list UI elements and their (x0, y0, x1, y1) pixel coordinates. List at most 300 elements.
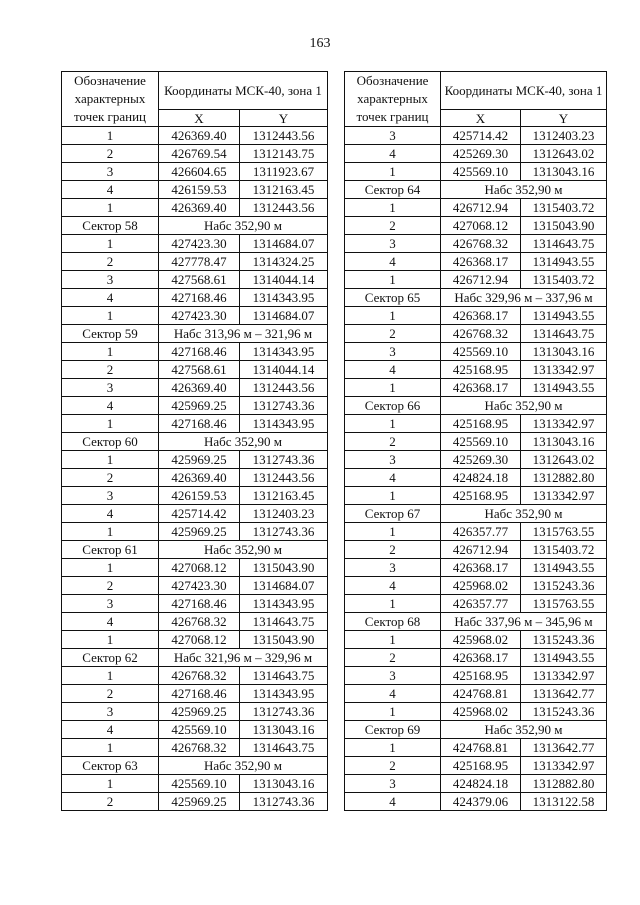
sector-label: Сектор 58 (62, 217, 159, 235)
sector-row (62, 757, 328, 775)
sector-azimuth: Набс 352,90 м (441, 181, 607, 199)
table-row (345, 127, 607, 145)
coord-y: 1313342.97 (521, 487, 607, 505)
coord-y: 1312743.36 (240, 451, 328, 469)
sector-row (62, 325, 328, 343)
table-row (345, 163, 607, 181)
coord-y: 1312743.36 (240, 523, 328, 541)
point-number: 1 (62, 775, 159, 793)
coord-y: 1312882.80 (521, 469, 607, 487)
coord-x: 426768.32 (441, 235, 521, 253)
coord-y: 1314324.25 (240, 253, 328, 271)
coord-x: 425714.42 (159, 505, 240, 523)
point-number: 1 (345, 199, 441, 217)
table-row (345, 379, 607, 397)
coord-x: 425569.10 (441, 163, 521, 181)
point-number: 4 (62, 721, 159, 739)
coord-y: 1315403.72 (521, 271, 607, 289)
table-row (345, 145, 607, 163)
point-number: 3 (345, 127, 441, 145)
coord-x: 426768.32 (159, 613, 240, 631)
sector-azimuth: Набс 313,96 м – 321,96 м (159, 325, 328, 343)
coord-y: 1313043.16 (521, 343, 607, 361)
coord-y: 1312882.80 (521, 775, 607, 793)
table-row (345, 307, 607, 325)
point-number: 2 (62, 145, 159, 163)
table-row (345, 487, 607, 505)
header-point-designation: Обозначение характерных точек границ (62, 72, 159, 127)
coord-y: 1312443.56 (240, 127, 328, 145)
point-number: 2 (62, 469, 159, 487)
point-number: 1 (345, 271, 441, 289)
coord-y: 1313043.16 (521, 433, 607, 451)
sector-azimuth: Набс 329,96 м – 337,96 м (441, 289, 607, 307)
coord-y: 1315403.72 (521, 541, 607, 559)
coord-y: 1314943.55 (521, 253, 607, 271)
coord-x: 425969.25 (159, 523, 240, 541)
sector-label: Сектор 59 (62, 325, 159, 343)
coord-x: 424379.06 (441, 793, 521, 811)
point-number: 2 (345, 649, 441, 667)
table-row (62, 487, 328, 505)
table-row (62, 361, 328, 379)
coord-y: 1314343.95 (240, 415, 328, 433)
coord-x: 427168.46 (159, 289, 240, 307)
sector-azimuth: Набс 352,90 м (441, 721, 607, 739)
table-row (345, 667, 607, 685)
sector-azimuth: Набс 352,90 м (159, 217, 328, 235)
coord-x: 425969.25 (159, 397, 240, 415)
coord-y: 1315403.72 (521, 199, 607, 217)
sector-label: Сектор 68 (345, 613, 441, 631)
coord-y: 1312443.56 (240, 199, 328, 217)
table-row (345, 361, 607, 379)
table-row (62, 127, 328, 145)
coord-y: 1313342.97 (521, 361, 607, 379)
point-number: 2 (62, 361, 159, 379)
sector-row (62, 217, 328, 235)
sector-azimuth: Набс 352,90 м (159, 433, 328, 451)
table-row (62, 307, 328, 325)
sector-row (345, 181, 607, 199)
coord-x: 426369.40 (159, 469, 240, 487)
table-row (345, 739, 607, 757)
header-coordinates-title: Координаты МСК-40, зона 1 (441, 72, 607, 110)
table-row (62, 397, 328, 415)
table-row (345, 253, 607, 271)
coord-x: 425969.25 (159, 703, 240, 721)
coord-x: 427568.61 (159, 361, 240, 379)
coord-x: 426768.32 (159, 739, 240, 757)
coordinates-table-right (344, 71, 607, 811)
table-row (62, 145, 328, 163)
sector-label: Сектор 67 (345, 505, 441, 523)
table-row (345, 325, 607, 343)
coord-y: 1312443.56 (240, 469, 328, 487)
coord-y: 1312443.56 (240, 379, 328, 397)
coord-y: 1314943.55 (521, 307, 607, 325)
coord-x: 426768.32 (441, 325, 521, 343)
point-number: 1 (345, 163, 441, 181)
coord-x: 424768.81 (441, 685, 521, 703)
point-number: 4 (345, 361, 441, 379)
coord-x: 427423.30 (159, 577, 240, 595)
header-y: Y (240, 110, 328, 127)
point-number: 3 (345, 667, 441, 685)
table-row (62, 199, 328, 217)
table-row (345, 433, 607, 451)
table-row (345, 415, 607, 433)
table-row (62, 685, 328, 703)
point-number: 1 (62, 667, 159, 685)
coordinates-table-left (61, 71, 328, 811)
coord-y: 1312143.75 (240, 145, 328, 163)
sector-azimuth: Набс 352,90 м (159, 757, 328, 775)
sector-label: Сектор 60 (62, 433, 159, 451)
point-number: 2 (62, 577, 159, 595)
point-number: 3 (62, 379, 159, 397)
sector-row (62, 649, 328, 667)
point-number: 2 (345, 217, 441, 235)
coord-x: 426357.77 (441, 595, 521, 613)
table-row (62, 775, 328, 793)
point-number: 3 (345, 343, 441, 361)
table-row (345, 451, 607, 469)
table-row (345, 631, 607, 649)
coord-x: 427168.46 (159, 415, 240, 433)
coord-x: 427168.46 (159, 343, 240, 361)
coord-y: 1314943.55 (521, 379, 607, 397)
coord-x: 426712.94 (441, 541, 521, 559)
coord-y: 1314643.75 (240, 613, 328, 631)
sector-label: Сектор 61 (62, 541, 159, 559)
coord-y: 1314044.14 (240, 361, 328, 379)
table-row (62, 415, 328, 433)
coord-x: 427068.12 (159, 631, 240, 649)
point-number: 1 (62, 199, 159, 217)
point-number: 1 (62, 631, 159, 649)
coord-x: 427568.61 (159, 271, 240, 289)
point-number: 3 (62, 703, 159, 721)
point-number: 1 (345, 631, 441, 649)
table-row (345, 577, 607, 595)
table-row (62, 271, 328, 289)
coord-x: 425968.02 (441, 577, 521, 595)
table-row (62, 181, 328, 199)
coord-x: 425168.95 (441, 361, 521, 379)
coord-y: 1313122.58 (521, 793, 607, 811)
table-row (62, 595, 328, 613)
table-row (62, 343, 328, 361)
point-number: 1 (345, 487, 441, 505)
coord-x: 425168.95 (441, 667, 521, 685)
point-number: 1 (345, 523, 441, 541)
point-number: 1 (345, 415, 441, 433)
table-row (62, 703, 328, 721)
coord-x: 426769.54 (159, 145, 240, 163)
coord-x: 426604.65 (159, 163, 240, 181)
point-number: 2 (62, 685, 159, 703)
table-row (62, 451, 328, 469)
header-point-designation: Обозначение характерных точек границ (345, 72, 441, 127)
point-number: 2 (62, 793, 159, 811)
point-number: 1 (62, 415, 159, 433)
table-row (62, 721, 328, 739)
coord-y: 1314044.14 (240, 271, 328, 289)
coord-y: 1313043.16 (521, 163, 607, 181)
table-row (345, 523, 607, 541)
coord-x: 426369.40 (159, 199, 240, 217)
coord-x: 427168.46 (159, 685, 240, 703)
coord-y: 1312163.45 (240, 487, 328, 505)
point-number: 3 (345, 235, 441, 253)
point-number: 4 (345, 469, 441, 487)
sector-azimuth: Набс 352,90 м (159, 541, 328, 559)
coord-x: 424824.18 (441, 775, 521, 793)
coord-y: 1314684.07 (240, 307, 328, 325)
table-row (345, 595, 607, 613)
table-row (62, 667, 328, 685)
sector-row (62, 433, 328, 451)
point-number: 4 (62, 181, 159, 199)
point-number: 3 (345, 559, 441, 577)
table-row (62, 613, 328, 631)
coord-y: 1312643.02 (521, 451, 607, 469)
sector-label: Сектор 63 (62, 757, 159, 775)
point-number: 1 (62, 127, 159, 145)
table-row (62, 523, 328, 541)
point-number: 1 (345, 307, 441, 325)
coord-y: 1315243.36 (521, 631, 607, 649)
point-number: 1 (62, 559, 159, 577)
coord-y: 1315763.55 (521, 595, 607, 613)
coord-x: 425168.95 (441, 415, 521, 433)
coord-x: 426368.17 (441, 379, 521, 397)
coord-x: 425569.10 (159, 775, 240, 793)
coord-x: 426712.94 (441, 199, 521, 217)
coord-y: 1313342.97 (521, 667, 607, 685)
coord-y: 1314684.07 (240, 577, 328, 595)
page-number: 163 (309, 36, 331, 51)
point-number: 3 (62, 487, 159, 505)
table-row (345, 793, 607, 811)
coord-y: 1315043.90 (521, 217, 607, 235)
point-number: 3 (62, 163, 159, 181)
table-row (62, 163, 328, 181)
coord-y: 1314684.07 (240, 235, 328, 253)
coord-x: 426768.32 (159, 667, 240, 685)
table-row (62, 235, 328, 253)
sector-label: Сектор 65 (345, 289, 441, 307)
coord-y: 1313342.97 (521, 415, 607, 433)
table-row (62, 739, 328, 757)
sector-row (345, 289, 607, 307)
coord-x: 425569.10 (441, 433, 521, 451)
header-x: X (441, 110, 521, 127)
coord-y: 1314643.75 (240, 667, 328, 685)
sector-azimuth: Набс 352,90 м (441, 505, 607, 523)
coord-y: 1312403.23 (240, 505, 328, 523)
table-row (62, 505, 328, 523)
table-row (345, 649, 607, 667)
point-number: 3 (345, 775, 441, 793)
coord-x: 427068.12 (441, 217, 521, 235)
sector-label: Сектор 69 (345, 721, 441, 739)
table-row (62, 379, 328, 397)
point-number: 1 (345, 595, 441, 613)
coord-y: 1315043.90 (240, 559, 328, 577)
point-number: 2 (345, 541, 441, 559)
table-row (345, 685, 607, 703)
coord-y: 1313043.16 (240, 775, 328, 793)
coord-y: 1312743.36 (240, 793, 328, 811)
point-number: 1 (345, 379, 441, 397)
point-number: 4 (62, 289, 159, 307)
header-x: X (159, 110, 240, 127)
coord-x: 426357.77 (441, 523, 521, 541)
coord-x: 424824.18 (441, 469, 521, 487)
coord-x: 426159.53 (159, 487, 240, 505)
coord-x: 427423.30 (159, 307, 240, 325)
point-number: 4 (62, 397, 159, 415)
point-number: 1 (345, 703, 441, 721)
coord-x: 427423.30 (159, 235, 240, 253)
coord-y: 1314943.55 (521, 649, 607, 667)
point-number: 2 (62, 253, 159, 271)
coord-y: 1312743.36 (240, 703, 328, 721)
table-row (62, 631, 328, 649)
coord-y: 1312163.45 (240, 181, 328, 199)
coord-x: 426159.53 (159, 181, 240, 199)
coord-y: 1315763.55 (521, 523, 607, 541)
sector-row (345, 721, 607, 739)
table-row (345, 217, 607, 235)
table-row (345, 703, 607, 721)
sector-row (345, 397, 607, 415)
sector-label: Сектор 62 (62, 649, 159, 667)
table-row (345, 775, 607, 793)
point-number: 4 (345, 577, 441, 595)
sector-row (62, 541, 328, 559)
header-y: Y (521, 110, 607, 127)
coord-x: 427168.46 (159, 595, 240, 613)
coord-x: 425269.30 (441, 451, 521, 469)
coord-y: 1314343.95 (240, 343, 328, 361)
coord-y: 1312403.23 (521, 127, 607, 145)
table-row (345, 559, 607, 577)
coord-y: 1313342.97 (521, 757, 607, 775)
coord-x: 426368.17 (441, 649, 521, 667)
coord-y: 1314643.75 (240, 739, 328, 757)
coord-x: 425569.10 (441, 343, 521, 361)
table-row (345, 343, 607, 361)
coord-y: 1312743.36 (240, 397, 328, 415)
coord-x: 425714.42 (441, 127, 521, 145)
coord-y: 1312643.02 (521, 145, 607, 163)
sector-label: Сектор 66 (345, 397, 441, 415)
coord-x: 425569.10 (159, 721, 240, 739)
coord-x: 426368.17 (441, 307, 521, 325)
coord-x: 424768.81 (441, 739, 521, 757)
point-number: 4 (345, 685, 441, 703)
point-number: 4 (62, 505, 159, 523)
point-number: 1 (62, 523, 159, 541)
coord-y: 1315043.90 (240, 631, 328, 649)
table-row (62, 559, 328, 577)
point-number: 3 (345, 451, 441, 469)
table-row (345, 469, 607, 487)
coord-x: 425969.25 (159, 451, 240, 469)
table-row (62, 253, 328, 271)
point-number: 1 (345, 739, 441, 757)
table-row (345, 541, 607, 559)
sector-azimuth: Набс 352,90 м (441, 397, 607, 415)
point-number: 4 (62, 613, 159, 631)
header-coordinates-title: Координаты МСК-40, зона 1 (159, 72, 328, 110)
table-row (62, 469, 328, 487)
sector-label: Сектор 64 (345, 181, 441, 199)
point-number: 4 (345, 793, 441, 811)
coord-x: 426368.17 (441, 559, 521, 577)
table-row (345, 199, 607, 217)
coord-x: 425968.02 (441, 631, 521, 649)
point-number: 2 (345, 325, 441, 343)
table-row (345, 235, 607, 253)
coord-y: 1311923.67 (240, 163, 328, 181)
table-row (62, 289, 328, 307)
point-number: 3 (62, 271, 159, 289)
coord-y: 1314643.75 (521, 235, 607, 253)
coord-y: 1313642.77 (521, 685, 607, 703)
coord-y: 1314643.75 (521, 325, 607, 343)
coord-x: 427068.12 (159, 559, 240, 577)
table-row (62, 577, 328, 595)
coord-x: 425968.02 (441, 703, 521, 721)
point-number: 1 (62, 307, 159, 325)
point-number: 3 (62, 595, 159, 613)
sector-row (345, 505, 607, 523)
coord-x: 425969.25 (159, 793, 240, 811)
coord-x: 425269.30 (441, 145, 521, 163)
coord-y: 1314343.95 (240, 685, 328, 703)
coord-x: 426368.17 (441, 253, 521, 271)
point-number: 1 (62, 451, 159, 469)
coord-y: 1314343.95 (240, 595, 328, 613)
table-row (345, 271, 607, 289)
point-number: 1 (62, 739, 159, 757)
point-number: 4 (345, 253, 441, 271)
point-number: 1 (62, 235, 159, 253)
coord-x: 427778.47 (159, 253, 240, 271)
sector-azimuth: Набс 337,96 м – 345,96 м (441, 613, 607, 631)
sector-row (345, 613, 607, 631)
coord-y: 1313642.77 (521, 739, 607, 757)
coord-y: 1314943.55 (521, 559, 607, 577)
point-number: 2 (345, 757, 441, 775)
coord-x: 425168.95 (441, 757, 521, 775)
point-number: 2 (345, 433, 441, 451)
point-number: 4 (345, 145, 441, 163)
point-number: 1 (62, 343, 159, 361)
coord-y: 1313043.16 (240, 721, 328, 739)
table-row (345, 757, 607, 775)
coord-x: 425168.95 (441, 487, 521, 505)
sector-azimuth: Набс 321,96 м – 329,96 м (159, 649, 328, 667)
coord-y: 1315243.36 (521, 703, 607, 721)
coord-x: 426712.94 (441, 271, 521, 289)
coord-x: 426369.40 (159, 127, 240, 145)
coord-y: 1315243.36 (521, 577, 607, 595)
